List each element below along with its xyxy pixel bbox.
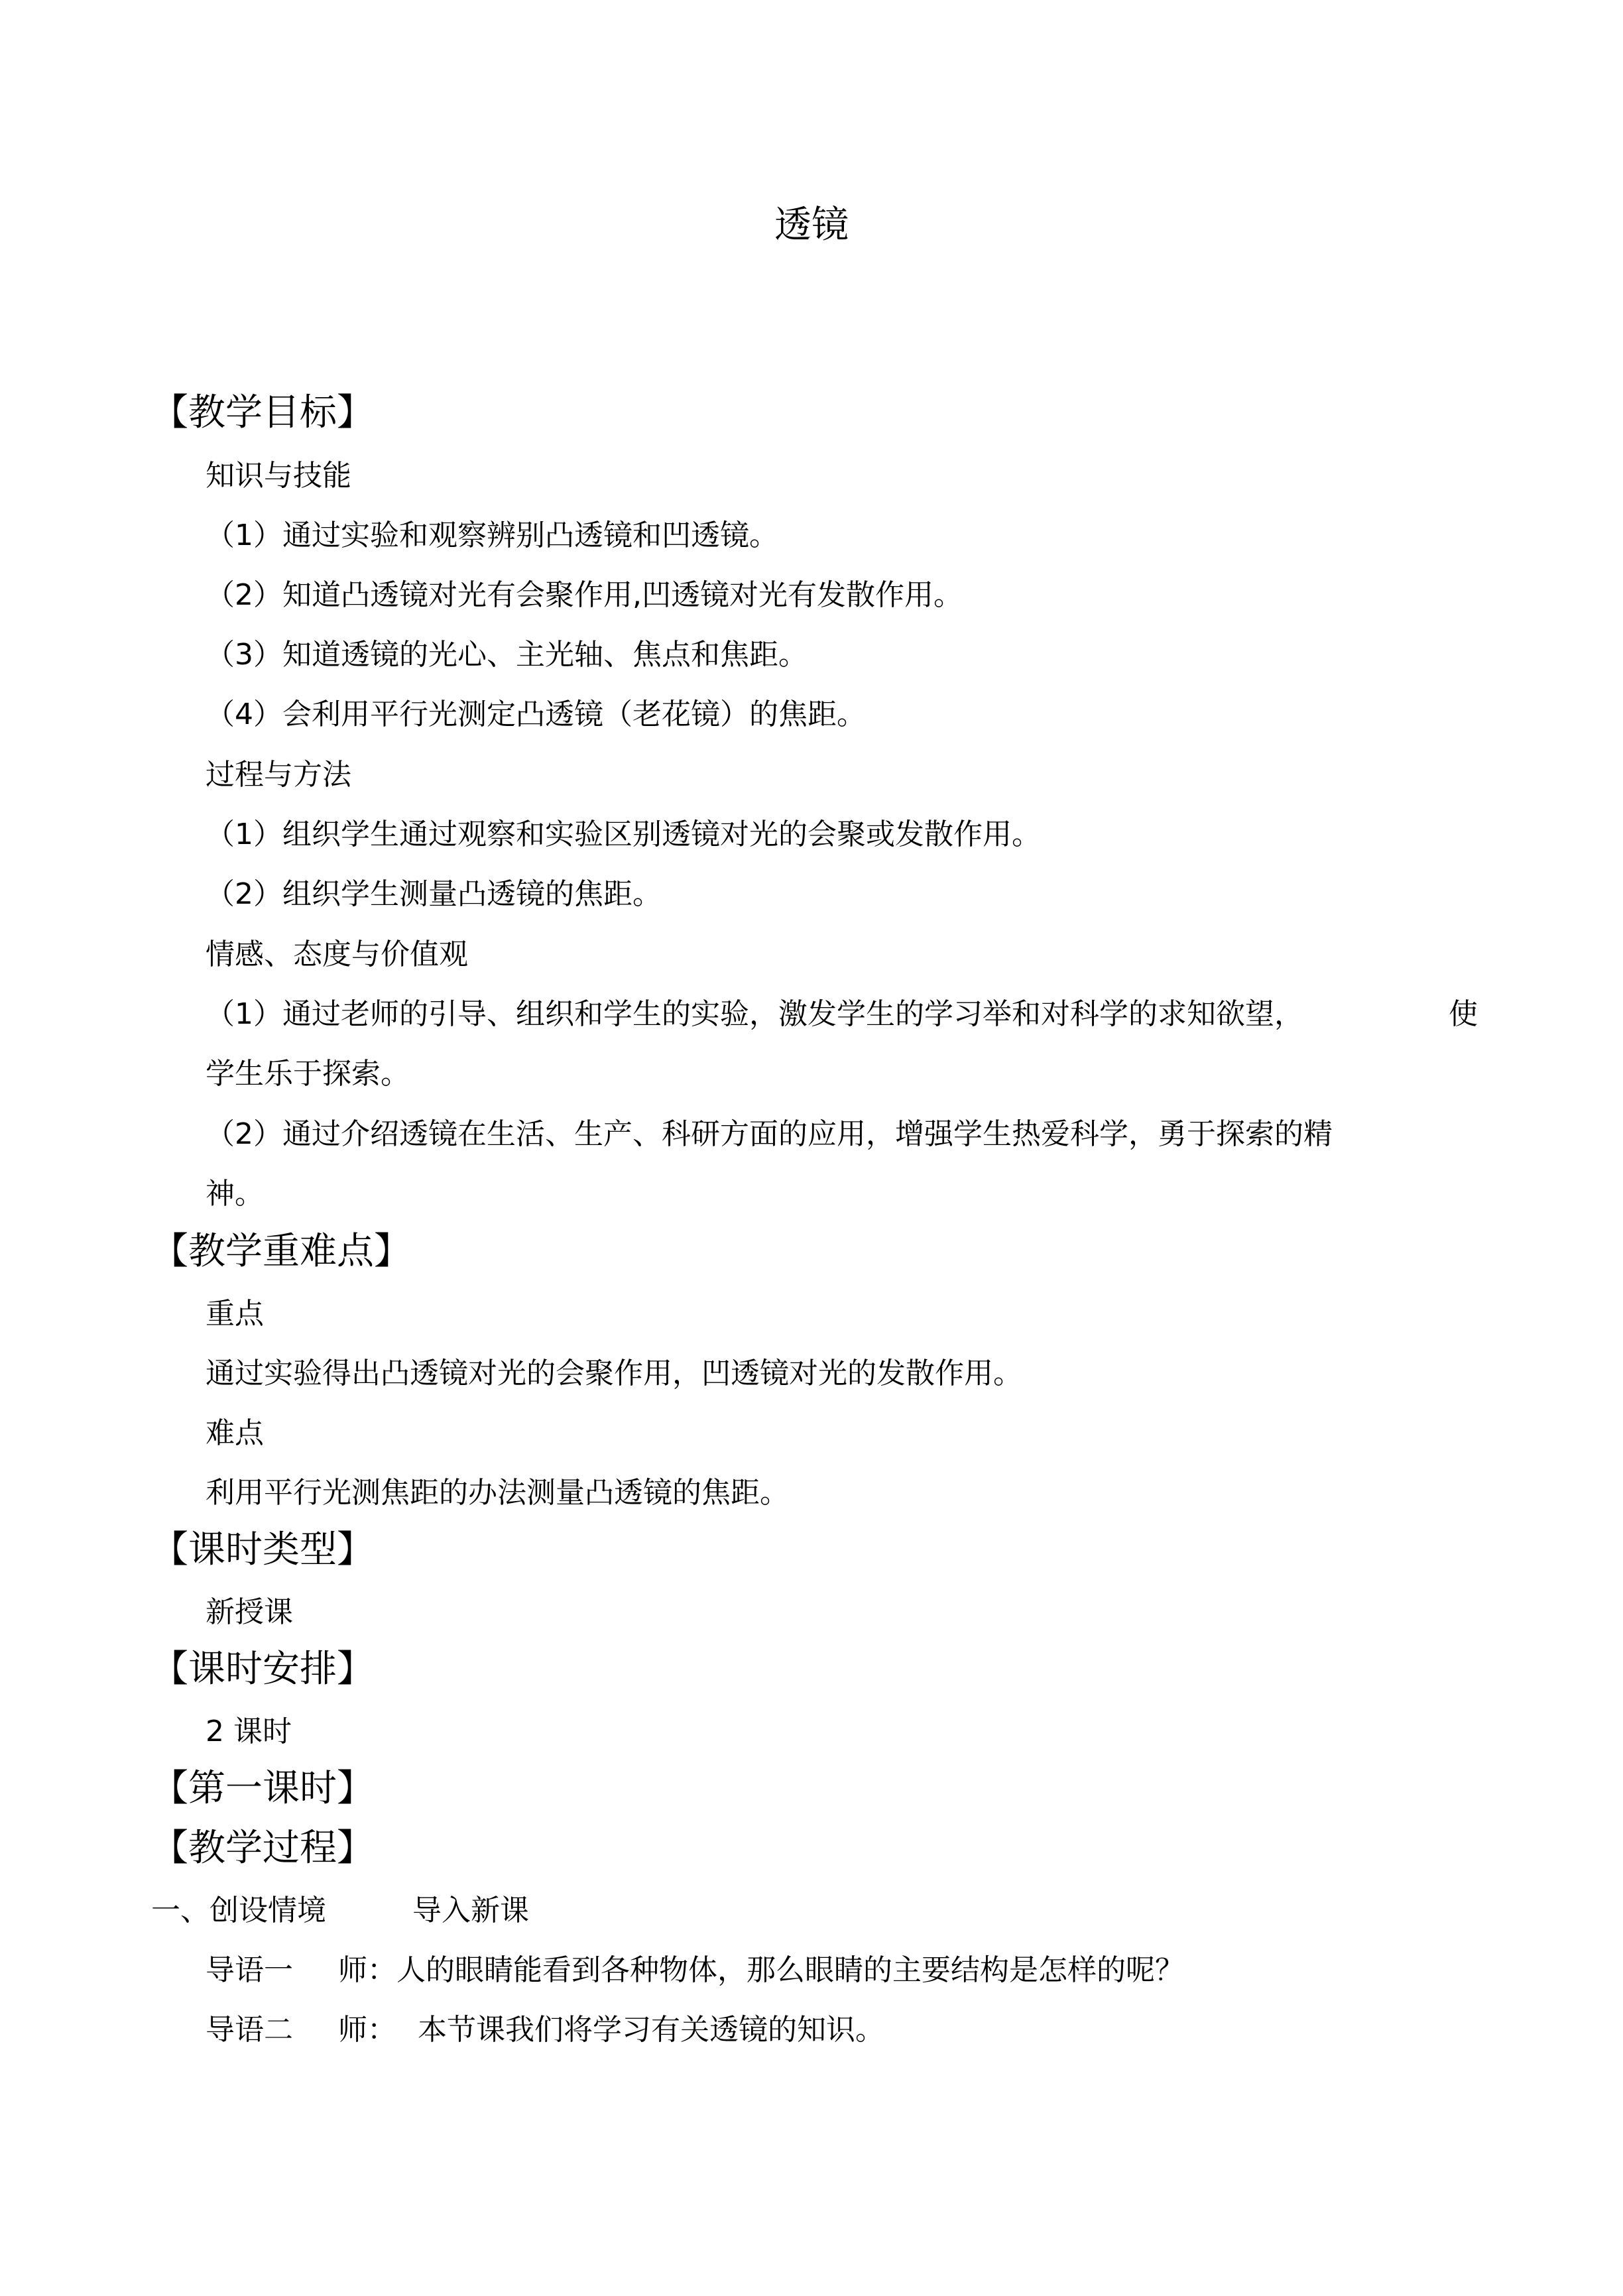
focus-heading: 重点 (206, 1297, 264, 1331)
section-1-label: 一、创设情境 (151, 1894, 326, 1927)
knowledge-item: （3）知道透镜的光心、主光轴、焦点和焦距。 (206, 638, 808, 672)
knowledge-item: （4）会利用平行光测定凸透镜（老花镜）的焦距。 (206, 697, 866, 731)
intro-2-text: 本节课我们将学习有关透镜的知识。 (418, 2013, 884, 2047)
intro-1-label: 导语一 (206, 1953, 293, 1987)
section-1-subtitle: 导入新课 (412, 1894, 529, 1927)
intro-2-label: 导语二 (206, 2013, 293, 2047)
difficulty-text: 利用平行光测焦距的办法测量凸透镜的焦距。 (206, 1476, 789, 1510)
focus-text: 通过实验得出凸透镜对光的会聚作用，凹透镜对光的发散作用。 (206, 1357, 1022, 1390)
lesson-type-value: 新授课 (206, 1595, 293, 1629)
emotion-item-continued: 学生乐于探索。 (206, 1057, 410, 1091)
document-title: 透镜 (774, 204, 849, 247)
emotion-heading: 情感、态度与价值观 (206, 937, 468, 971)
emotion-item-end: 使 (1449, 997, 1478, 1031)
process-item: （1）组织学生通过观察和实验区别透镜对光的会聚或发散作用。 (206, 817, 1041, 851)
emotion-item: （2）通过介绍透镜在生活、生产、科研方面的应用，增强学生热爱科学，勇于探索的精 (206, 1117, 1333, 1151)
intro-2-speaker: 师： (338, 2013, 396, 2047)
teaching-process-heading: 【教学过程】 (151, 1827, 374, 1870)
key-points-heading: 【教学重难点】 (151, 1230, 411, 1273)
emotion-item-continued: 神。 (206, 1177, 264, 1211)
process-item: （2）组织学生测量凸透镜的焦距。 (206, 877, 662, 911)
knowledge-item: （1）通过实验和观察辨别凸透镜和凹透镜。 (206, 518, 778, 552)
process-heading: 过程与方法 (206, 758, 351, 792)
difficulty-heading: 难点 (206, 1416, 264, 1450)
objectives-heading: 【教学目标】 (151, 391, 374, 434)
lesson-schedule-heading: 【课时安排】 (151, 1648, 374, 1691)
lesson-schedule-value: 2 课时 (206, 1715, 292, 1748)
knowledge-heading: 知识与技能 (206, 459, 351, 493)
emotion-item: （1）通过老师的引导、组织和学生的实验，激发学生的学习举和对科学的求知欲望， (206, 997, 1303, 1031)
first-lesson-heading: 【第一课时】 (151, 1767, 374, 1810)
knowledge-item: （2）知道凸透镜对光有会聚作用,凹透镜对光有发散作用。 (206, 578, 963, 612)
lesson-type-heading: 【课时类型】 (151, 1528, 374, 1571)
intro-1-text: 师：人的眼睛能看到各种物体，那么眼睛的主要结构是怎样的呢？ (338, 1953, 1184, 1987)
